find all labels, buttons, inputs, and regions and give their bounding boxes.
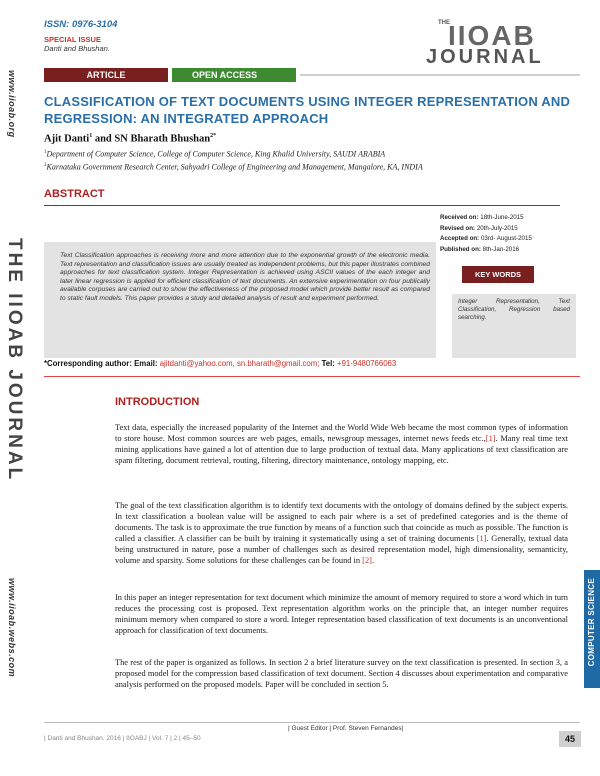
intro-p1-text-b: . Many real time text mining applications have gained a lot of attention due to large production of textual data. Many applications of text classification are spam filtering, document retrieval, routing, filtering, directory maintenance, ontology mapping, etc.: [115, 434, 568, 465]
received-value: 18th-June-2015: [480, 214, 524, 221]
affiliation-1-text: Department of Computer Science, College of Computer Science, King Khalid University, SAUDI ARABIA: [46, 149, 386, 159]
intro-paragraph-3: In this paper an integer representation for text document which minimize the amount of memory required to store a word which in turn reduces the processing cost is proposed. Text representation algorithm works on the principle that, an integer number requires minimum memory when compared to store a word. Integer representation based classification of text documents is an unconventional approach for classification of text documents.: [115, 593, 568, 635]
intro-paragraph-4: The rest of the paper is organized as follows. In section 2 a brief literature survey on the text classification is presented. In section 3, a proposed model for the compression based classification of text document. Section 4 discusses about experimentation and comparative analysis performed on the proposed models. Paper will be concluded in section 5.: [115, 658, 568, 689]
side-url-top[interactable]: www.iioab.org: [7, 70, 17, 138]
intro-paragraph-2: [115, 500, 568, 566]
revised-date: [440, 224, 576, 235]
tel-value: +91-9480766063: [337, 359, 397, 368]
side-journal-name: THE IIOAB JOURNAL: [4, 238, 25, 483]
accepted-date: [440, 234, 576, 245]
citation-link[interactable]: [2]: [362, 556, 372, 565]
affiliation-2-sup: 2: [44, 162, 47, 168]
affiliation-1: [44, 147, 584, 160]
running-authors: Danti and Bhushan.: [44, 44, 110, 53]
author-2-sup: 2*: [210, 133, 217, 139]
affiliation-2-text: Karnataka Government Research Center, Sahyadri College of Engineering and Management, Mangalore, KA, INDIA: [46, 162, 423, 172]
keywords-text: Integer Representation, Text Classification, Regression based searching.: [458, 298, 570, 321]
author-2: SN Bharath Bhushan: [114, 133, 211, 145]
bar-divider: [300, 74, 580, 76]
revised-label: Revised on:: [440, 224, 476, 232]
abstract-rule: [44, 205, 560, 206]
issn: ISSN: 0976-3104: [44, 19, 118, 30]
article-label: ARTICLE: [44, 68, 168, 82]
footer-citation: | Danti and Bhushan. 2016 | IIOABJ | Vol. 7 | 2 | 45–50: [44, 735, 201, 742]
published-label: Published on:: [440, 245, 481, 253]
tel-label: Tel:: [321, 359, 335, 368]
accepted-value: 03rd- August-2015: [480, 235, 532, 242]
citation-link[interactable]: [1]: [485, 434, 496, 443]
page-number: 45: [559, 731, 581, 747]
journal-logo: [420, 12, 580, 72]
section-tab: [584, 570, 600, 688]
affiliation-1-sup: 1: [44, 150, 47, 155]
paper-title: CLASSIFICATION OF TEXT DOCUMENTS USING INTEGER REPRESENTATION AND REGRESSION: AN INTEGRATED APPROACH: [44, 94, 571, 126]
author-1-sup: 1: [89, 133, 93, 139]
author-joiner: and: [92, 133, 115, 145]
special-issue-label: SPECIAL ISSUE: [44, 35, 101, 44]
abstract-text: Text Classification approaches is receiving more and more attention due to the exponential growth of the electronic media. Text representation and classification issues are usually treated as independent problems, but this paper illustrates combined approaches for text classification system. Integer Representation is achieved using ASCII values of the each integer and later linear regression is applied for efficient classification of text documents. An extensive experimentation on four publically available corpuses are carried out to show the effectiveness of the proposed model which provide better result as compared to static fault models. This paper provides a study and detailed analysis of result and experiment performed.: [60, 252, 430, 302]
footer-guest-editor: | Guest Editor | Prof. Steven Fernandes|: [288, 725, 404, 732]
intro-p2-text-a: The goal of the text classification algorithm is to identify text documents with the ontology of domains defined by the subject experts. In text classification a boolean value will be assigned to each pair where is a set of predefined categories and is the theme of documents. The task is to approximate the true function by means of a function such that coincide as much as possible. The function is called a classifier. A classifier can be built by training it systematically using a set of training documents: [115, 501, 568, 543]
corresponding-rule: [44, 376, 580, 377]
intro-p2-text-b: . Generally, textual data being unstructured in nature, pose a number of challenges such as desired representation model, high dimensionality, semanticity, volume and sparsity. Some solutions for these challenges can be found in: [115, 534, 568, 565]
published-value: 8th-Jan-2016: [482, 245, 520, 253]
publication-dates: [440, 213, 576, 255]
footer-rule: [44, 722, 580, 723]
author-1: Ajit Danti: [44, 133, 90, 145]
introduction-heading: INTRODUCTION: [115, 396, 200, 408]
corresponding-label: *Corresponding author:: [44, 359, 132, 368]
received-label: Received on:: [440, 214, 479, 221]
logo-iioab: IIOAB: [448, 20, 536, 51]
affiliations: [44, 147, 584, 172]
side-url-bottom[interactable]: www.iioab.webs.com: [7, 578, 17, 678]
email-links[interactable]: ajitdanti@yahoo.com, sn.bharath@gmail.com;: [159, 359, 320, 368]
revised-value: 20th-July-2015: [476, 224, 518, 232]
citation-link[interactable]: [1]: [476, 534, 487, 543]
intro-p2-text-c: .: [371, 556, 375, 565]
section-tab-label: COMPUTER SCIENCE: [587, 578, 596, 667]
logo-journal: JOURNAL: [426, 46, 544, 68]
article-type-bar: [44, 68, 580, 82]
author-byline: [44, 133, 216, 145]
received-date: [440, 213, 576, 224]
corresponding-author: [44, 359, 396, 368]
intro-p1-text-a: Text data, especially the increased popularity of the Internet and the World Wide Web became the most common types of information to store house. Most common sources are web pages, emails, newsgroup messages, internet news feeds etc.,: [115, 423, 568, 443]
email-label: Email:: [134, 359, 158, 368]
published-date: [440, 245, 576, 256]
left-side-strip: [0, 0, 30, 776]
open-access-label: OPEN ACCESS: [172, 68, 296, 82]
accepted-label: Accepted on:: [440, 235, 480, 242]
affiliation-2: [44, 160, 584, 173]
intro-paragraph-1: [115, 422, 568, 466]
abstract-heading: ABSTRACT: [44, 188, 105, 200]
logo-the: THE: [438, 20, 450, 26]
keywords-button: KEY WORDS: [462, 266, 534, 283]
